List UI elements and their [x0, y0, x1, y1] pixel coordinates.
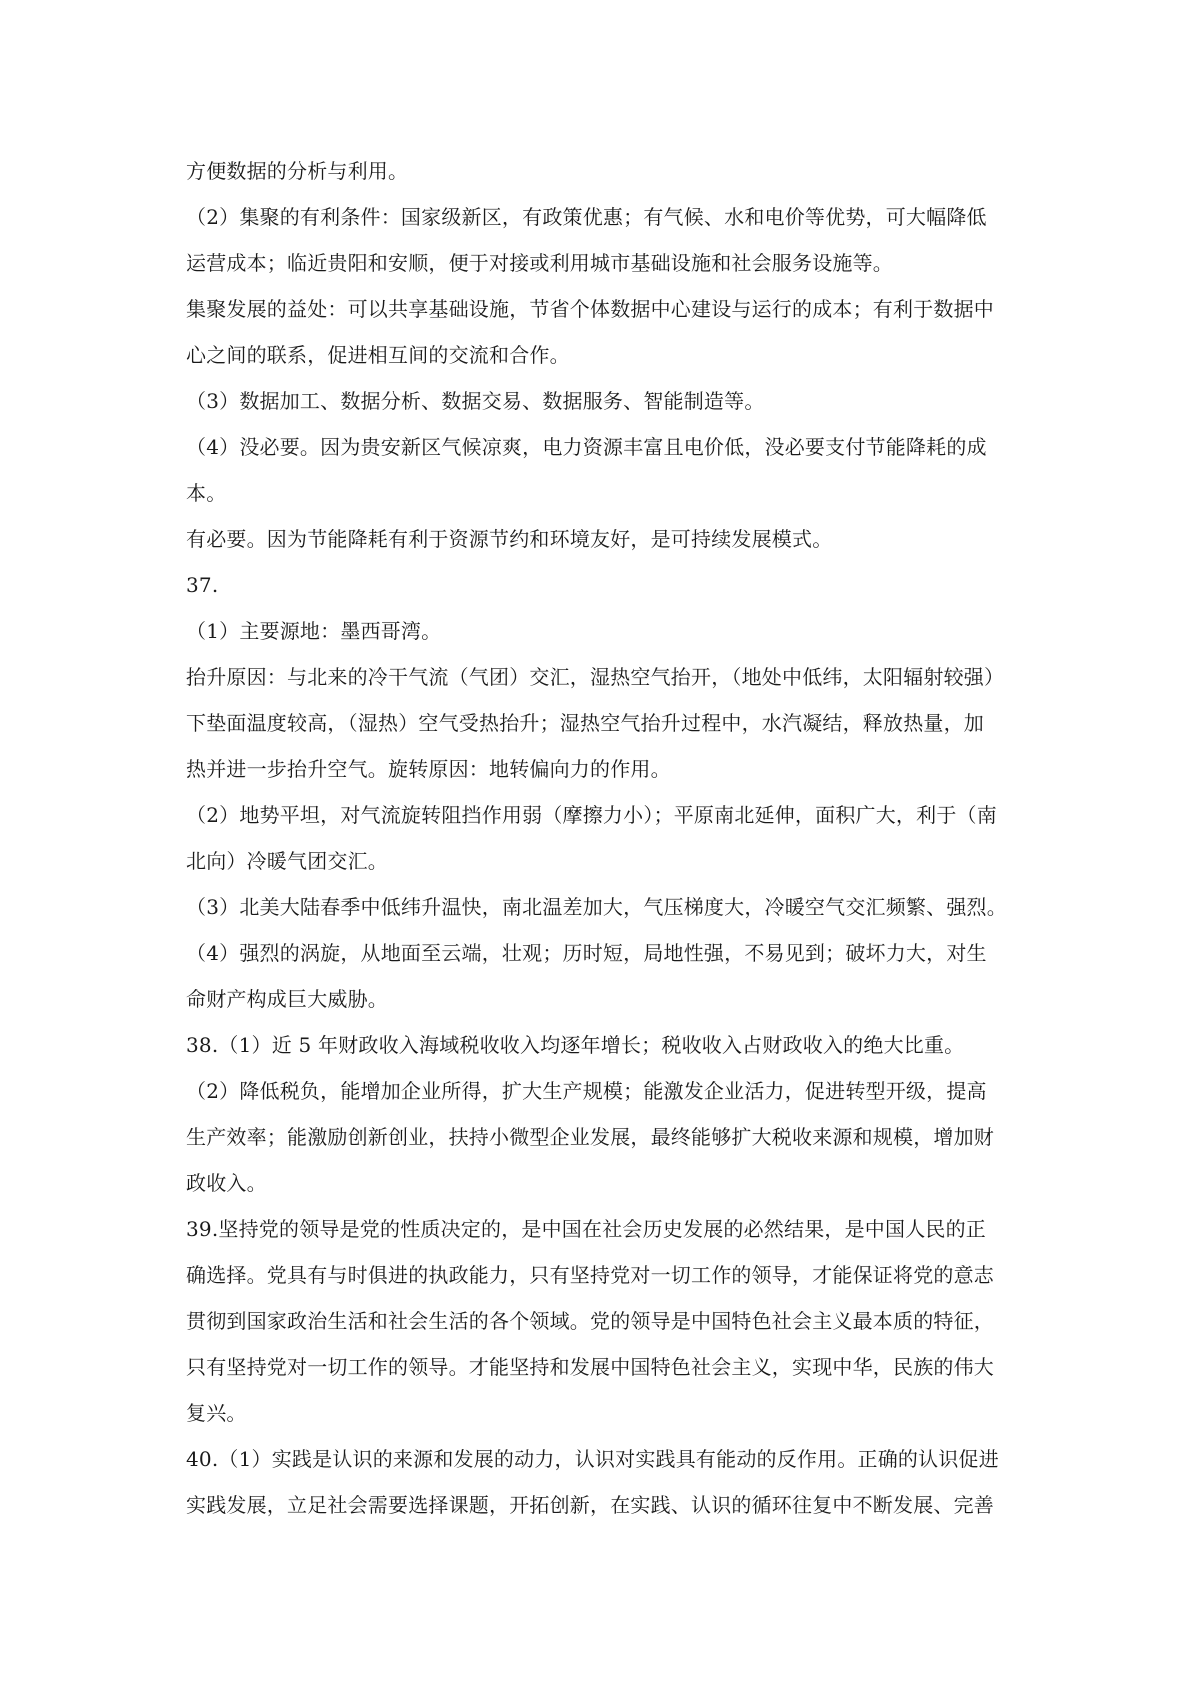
- text-line: （4）没必要。因为贵安新区气候凉爽，电力资源丰富且电价低，没必要支付节能降耗的成: [186, 435, 987, 459]
- text-line: 确选择。党具有与时俱进的执政能力，只有坚持党对一切工作的领导，才能保证将党的意志: [186, 1263, 994, 1287]
- text-line: 下垫面温度较高，（湿热）空气受热抬升；湿热空气抬升过程中，水汽凝结，释放热量，加: [186, 711, 984, 735]
- text-line: 命财产构成巨大威胁。: [186, 987, 388, 1011]
- text-line: （2）集聚的有利条件：国家级新区，有政策优惠；有气候、水和电价等优势，可大幅降低: [186, 205, 987, 229]
- text-line: 38.（1）近 5 年财政收入海域税收收入均逐年增长；税收收入占财政收入的绝大比重。: [186, 1033, 965, 1057]
- text-line: 生产效率；能激励创新创业，扶持小微型企业发展，最终能够扩大税收来源和规模，增加财: [186, 1125, 994, 1149]
- text-line: 有必要。因为节能降耗有利于资源节约和环境友好，是可持续发展模式。: [186, 527, 833, 551]
- text-line: （3）北美大陆春季中低纬升温快，南北温差加大，气压梯度大，冷暖空气交汇频繁、强烈。: [186, 895, 1007, 919]
- text-line: 政收入。: [186, 1171, 267, 1195]
- text-line: 方便数据的分析与利用。: [186, 159, 409, 183]
- text-line: 40.（1）实践是认识的来源和发展的动力，认识对实践具有能动的反作用。正确的认识促进: [186, 1447, 999, 1471]
- text-line: 抬升原因：与北来的冷干气流（气团）交汇，湿热空气抬开，（地处中低纬，太阳辐射较强）: [186, 665, 1005, 689]
- text-line: 37.: [186, 573, 219, 597]
- text-line: 运营成本；临近贵阳和安顺，便于对接或利用城市基础设施和社会服务设施等。: [186, 251, 893, 275]
- text-line: 贯彻到国家政治生活和社会生活的各个领域。党的领导是中国特色社会主义最本质的特征，: [186, 1309, 994, 1333]
- text-line: 只有坚持党对一切工作的领导。才能坚持和发展中国特色社会主义，实现中华，民族的伟大: [186, 1355, 994, 1379]
- text-line: 复兴。: [186, 1401, 247, 1425]
- text-line: 本。: [186, 481, 227, 505]
- text-line: 心之间的联系，促进相互间的交流和合作。: [186, 343, 570, 367]
- text-line: 39.坚持党的领导是党的性质决定的，是中国在社会历史发展的必然结果，是中国人民的正: [186, 1217, 987, 1241]
- text-line: 北向）冷暖气团交汇。: [186, 849, 388, 873]
- text-line: 集聚发展的益处：可以共享基础设施，节省个体数据中心建设与运行的成本；有利于数据中: [186, 297, 994, 321]
- text-line: （3）数据加工、数据分析、数据交易、数据服务、智能制造等。: [186, 389, 765, 413]
- text-line: （2）地势平坦，对气流旋转阻挡作用弱（摩擦力小）；平原南北延伸，面积广大，利于（南: [186, 803, 997, 827]
- text-line: （1）主要源地：墨西哥湾。: [186, 619, 442, 643]
- text-line: 实践发展，立足社会需要选择课题，开拓创新，在实践、认识的循环往复中不断发展、完善: [186, 1493, 994, 1517]
- text-line: 热并进一步抬升空气。旋转原因：地转偏向力的作用。: [186, 757, 671, 781]
- text-line: （4）强烈的涡旋，从地面至云端，壮观；历时短，局地性强，不易见到；破坏力大，对生: [186, 941, 987, 965]
- text-line: （2）降低税负，能增加企业所得，扩大生产规模；能激发企业活力，促进转型开级，提高: [186, 1079, 987, 1103]
